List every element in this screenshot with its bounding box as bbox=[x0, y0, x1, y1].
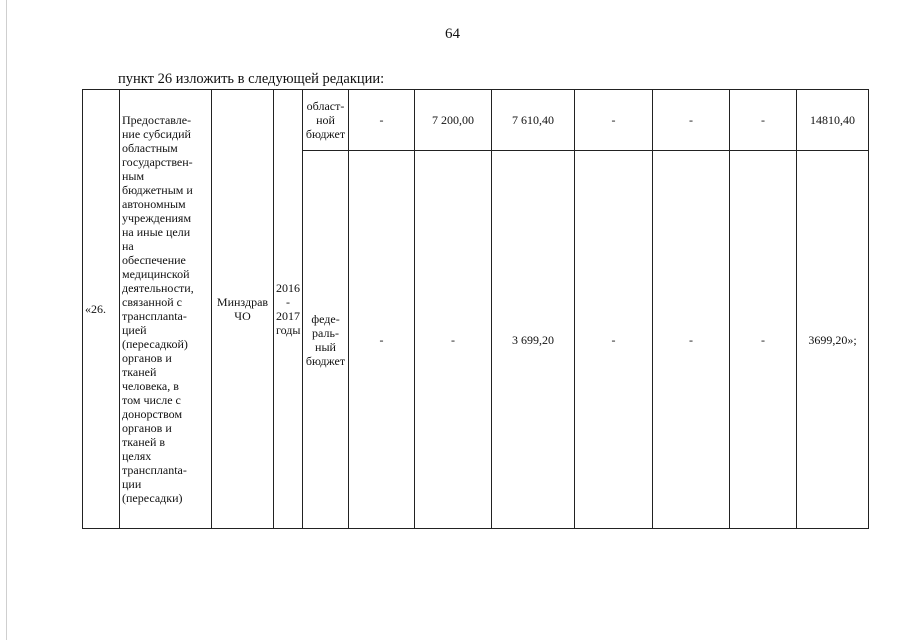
row-period: 2016 - 2017 годы bbox=[274, 90, 303, 529]
value-cell: - bbox=[349, 90, 415, 151]
intro-text: пункт 26 изложить в следующей редакции: bbox=[118, 71, 385, 87]
table-row bbox=[83, 90, 869, 151]
value-cell: - bbox=[575, 90, 653, 151]
value-cell: 7 200,00 bbox=[415, 90, 492, 151]
funding-source-regional: област- ной бюджет bbox=[303, 90, 349, 151]
value-cell: - bbox=[575, 151, 653, 529]
value-cell: 7 610,40 bbox=[492, 90, 575, 151]
row-description: Предоставле- ние субсидий областным государствен- ным бюджетным и автономным учреждениям на иные цели на обеспечение медицинской деятельности, связанной с трансплanta- цией (пересадкой) органов и тканей человека, в том числе с донорством органов и тканей в целях трансплanta- ции (пересадки) bbox=[120, 90, 212, 529]
value-cell: - bbox=[415, 151, 492, 529]
value-cell: - bbox=[730, 151, 797, 529]
value-cell: - bbox=[730, 90, 797, 151]
page-number: 64 bbox=[445, 26, 460, 42]
value-cell: 3 699,20 bbox=[492, 151, 575, 529]
row-executor: Минздрав ЧО bbox=[212, 90, 274, 529]
value-cell: - bbox=[653, 151, 730, 529]
row-number: «26. bbox=[83, 90, 120, 529]
value-cell: - bbox=[653, 90, 730, 151]
program-table bbox=[82, 89, 869, 529]
funding-source-federal: феде- раль- ный бюджет bbox=[303, 151, 349, 529]
value-cell: - bbox=[349, 151, 415, 529]
total-cell: 14810,40 bbox=[797, 90, 869, 151]
total-cell: 3699,20»; bbox=[797, 151, 869, 529]
page-edge-line bbox=[6, 0, 7, 640]
